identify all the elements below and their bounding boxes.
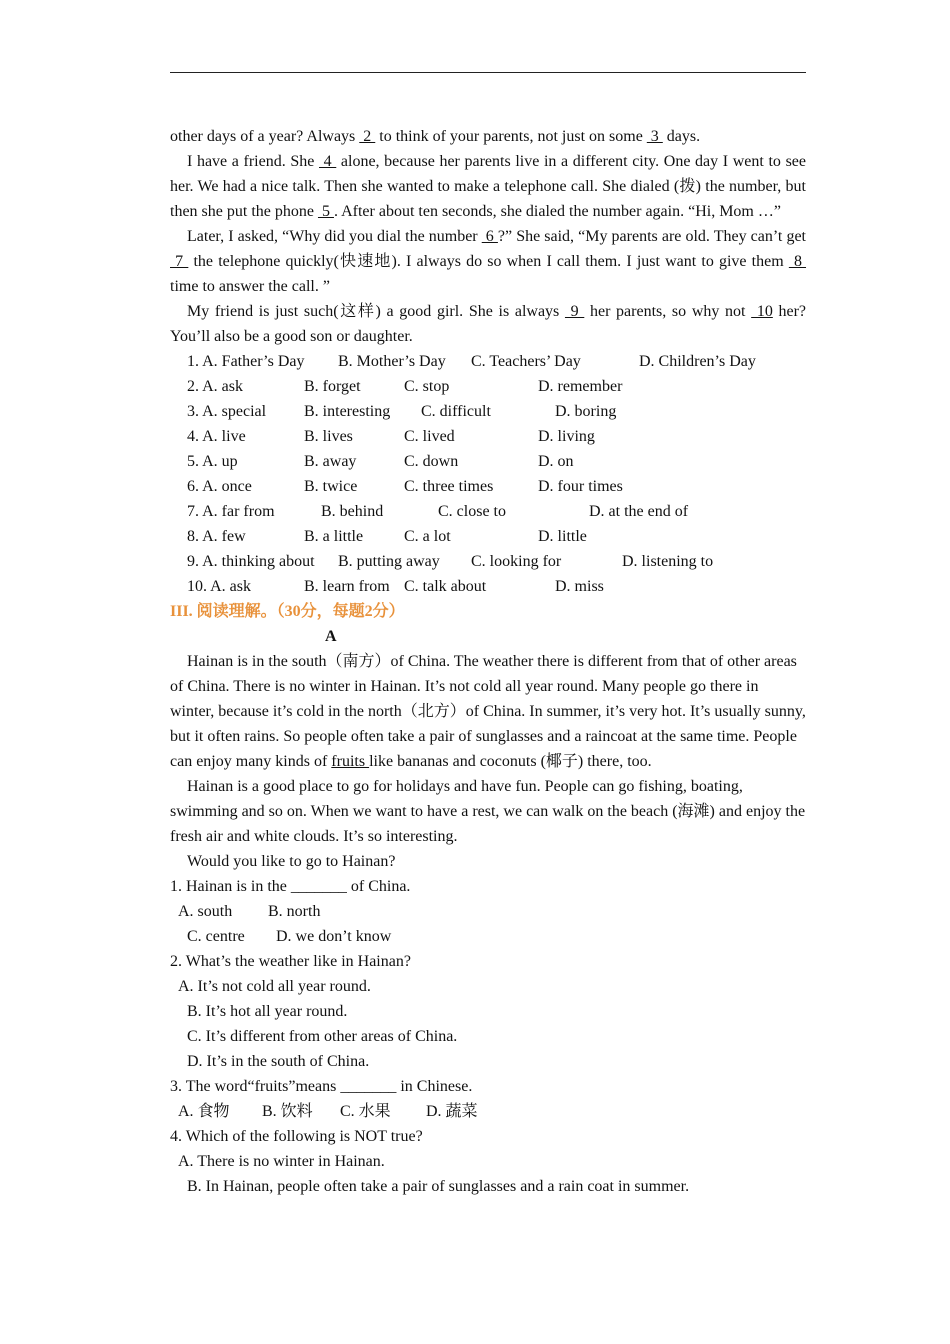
question-4-options — [170, 1149, 806, 1174]
cloze-paragraph-3 — [170, 224, 806, 299]
option-row — [170, 574, 806, 599]
option-c: C. Teachers’ Day — [471, 353, 581, 370]
option-c: C. difficult — [421, 403, 491, 420]
option-b: B. learn from — [304, 578, 390, 595]
cloze-options — [170, 349, 806, 599]
section-heading: III. 阅读理解。（30分，每题2分） — [170, 603, 405, 620]
passage-title: A — [325, 628, 337, 645]
question-4-stem: 4. Which of the following is NOT true? — [170, 1128, 423, 1145]
question-2-options — [170, 1049, 806, 1074]
blank-2: 2 — [359, 128, 376, 145]
option-d: D. Children’s Day — [639, 353, 756, 370]
option-row — [170, 399, 806, 424]
option-c: C. stop — [404, 378, 450, 395]
option-a: A. south — [178, 903, 233, 920]
question-1-options — [170, 899, 806, 924]
question-1-stem: 1. Hainan is in the _______ of China. — [170, 878, 411, 895]
option-b: B. a little — [304, 528, 364, 545]
text: ?” She said, “My parents are old. They can’t get — [497, 228, 806, 245]
option-a: 6. A. once — [187, 478, 252, 495]
option-a: 7. A. far from — [187, 503, 275, 520]
option-b: B. Mother’s Day — [338, 353, 446, 370]
question-2-options — [170, 999, 806, 1024]
option-c: C. a lot — [404, 528, 451, 545]
option-c: C. looking for — [471, 553, 562, 570]
option-b: B. In Hainan, people often take a pair of sunglasses and a rain coat in summer. — [187, 1178, 690, 1195]
text: other days of a year? Always — [170, 128, 360, 145]
option-c: C. lived — [404, 428, 455, 445]
question-2-options — [170, 1024, 806, 1049]
option-row — [170, 349, 806, 374]
reading-paragraph-2: Hainan is a good place to go for holidays and have fun. People can go fishing, boating, swimming and so on. When we want to have a rest, we can walk on the beach (海滩) and enjoy the fresh air and white clouds. It’s so interesting. — [170, 778, 806, 845]
text: time to answer the call. ” — [170, 278, 330, 295]
blank-8: 8 — [788, 253, 807, 270]
option-row — [170, 474, 806, 499]
option-d: D. remember — [538, 378, 623, 395]
blank-6: 6 — [481, 228, 498, 245]
text: Hainan is in the south（南方）of China. The weather there is different from that of other areas of China. There is no winter in Hainan. It’s not cold all year round. Many people go there in winter, because it’s cold in the north（北方）of China. In summer, it’s very hot. It’s usually sunny, but it often rains. So people often take a pair of sunglasses and a raincoat at the same time. People can enjoy many kinds of — [170, 653, 806, 770]
option-a: A. 食物 — [178, 1103, 230, 1120]
underlined-word: fruits — [331, 753, 370, 770]
option-d: D. 蔬菜 — [426, 1103, 478, 1120]
option-a: 9. A. thinking about — [187, 553, 315, 570]
question-3-stem: 3. The word“fruits”means _______ in Chinese. — [170, 1078, 473, 1095]
question-4-options — [170, 1174, 806, 1199]
option-a: 4. A. live — [187, 428, 246, 445]
option-a: 3. A. special — [187, 403, 267, 420]
option-b: B. twice — [304, 478, 358, 495]
question-2-options — [170, 974, 806, 999]
option-d: D. at the end of — [589, 503, 689, 520]
option-d: D. listening to — [622, 553, 714, 570]
option-c: C. 水果 — [340, 1103, 391, 1120]
option-b: B. north — [268, 903, 321, 920]
text: her parents, so why not — [584, 303, 752, 320]
blank-4: 4 — [319, 153, 337, 170]
option-d: D. on — [538, 453, 574, 470]
option-row — [170, 524, 806, 549]
text: days. — [662, 128, 701, 145]
option-a: 1. A. Father’s Day — [187, 353, 305, 370]
blank-9: 9 — [564, 303, 585, 320]
option-b: B. interesting — [304, 403, 391, 420]
option-d: D. It’s in the south of China. — [187, 1053, 370, 1070]
option-d: D. miss — [555, 578, 604, 595]
text: like bananas and coconuts (椰子) there, too. — [369, 753, 652, 770]
option-c: C. three times — [404, 478, 494, 495]
option-b: B. behind — [321, 503, 384, 520]
option-row — [170, 449, 806, 474]
option-b: B. lives — [304, 428, 353, 445]
reading-paragraph-1 — [170, 649, 806, 774]
option-row — [170, 499, 806, 524]
option-b: B. away — [304, 453, 357, 470]
text: to think of your parents, not just on some — [375, 128, 647, 145]
option-a: 2. A. ask — [187, 378, 243, 395]
text: . After about ten seconds, she dialed the number again. “Hi, Mom …” — [333, 203, 781, 220]
option-a: A. It’s not cold all year round. — [178, 978, 371, 995]
option-d: D. little — [538, 528, 587, 545]
text: the telephone quickly(快速地). I always do so when I call them. I just want to give them — [188, 253, 789, 270]
reading-paragraph-3: Would you like to go to Hainan? — [187, 853, 396, 870]
option-b: B. putting away — [338, 553, 440, 570]
option-a: A. There is no winter in Hainan. — [178, 1153, 385, 1170]
option-b: B. It’s hot all year round. — [187, 1003, 348, 1020]
cloze-paragraph-4 — [170, 299, 806, 349]
blank-3: 3 — [646, 128, 663, 145]
option-c: C. down — [404, 453, 459, 470]
option-row — [170, 549, 806, 574]
text: alone, because her parents live in a different city. One day I went to see her. We had a nice talk. Then she wanted to make a telephone call. She dialed (拨) the number, but then she put the phone — [170, 153, 806, 220]
text: her? You’ll also be a good son or daughter. — [170, 303, 807, 345]
option-d: D. living — [538, 428, 595, 445]
option-b: B. 饮料 — [262, 1103, 313, 1120]
option-row — [170, 424, 806, 449]
question-1-options — [170, 924, 806, 949]
option-row — [170, 374, 806, 399]
option-a: 5. A. up — [187, 453, 238, 470]
question-3-options — [170, 1099, 806, 1124]
cloze-paragraph-2 — [170, 149, 806, 224]
text: Later, I asked, “Why did you dial the number — [187, 228, 482, 245]
option-d: D. boring — [555, 403, 617, 420]
blank-5: 5 — [317, 203, 334, 220]
page-content — [170, 124, 806, 1199]
option-c: C. close to — [438, 503, 506, 520]
cloze-line-1 — [170, 124, 806, 149]
header-rule — [170, 72, 806, 73]
option-d: D. we don’t know — [276, 928, 392, 945]
text: I have a friend. She — [187, 153, 319, 170]
blank-10: 10 — [751, 303, 773, 320]
blank-7: 7 — [170, 253, 189, 270]
option-d: D. four times — [538, 478, 623, 495]
option-c: C. centre — [187, 928, 245, 945]
option-a: 10. A. ask — [187, 578, 251, 595]
option-c: C. It’s different from other areas of China. — [187, 1028, 458, 1045]
option-b: B. forget — [304, 378, 361, 395]
option-a: 8. A. few — [187, 528, 246, 545]
text: My friend is just such(这样) a good girl. She is always — [187, 303, 565, 320]
question-2-stem: 2. What’s the weather like in Hainan? — [170, 953, 411, 970]
option-c: C. talk about — [404, 578, 487, 595]
